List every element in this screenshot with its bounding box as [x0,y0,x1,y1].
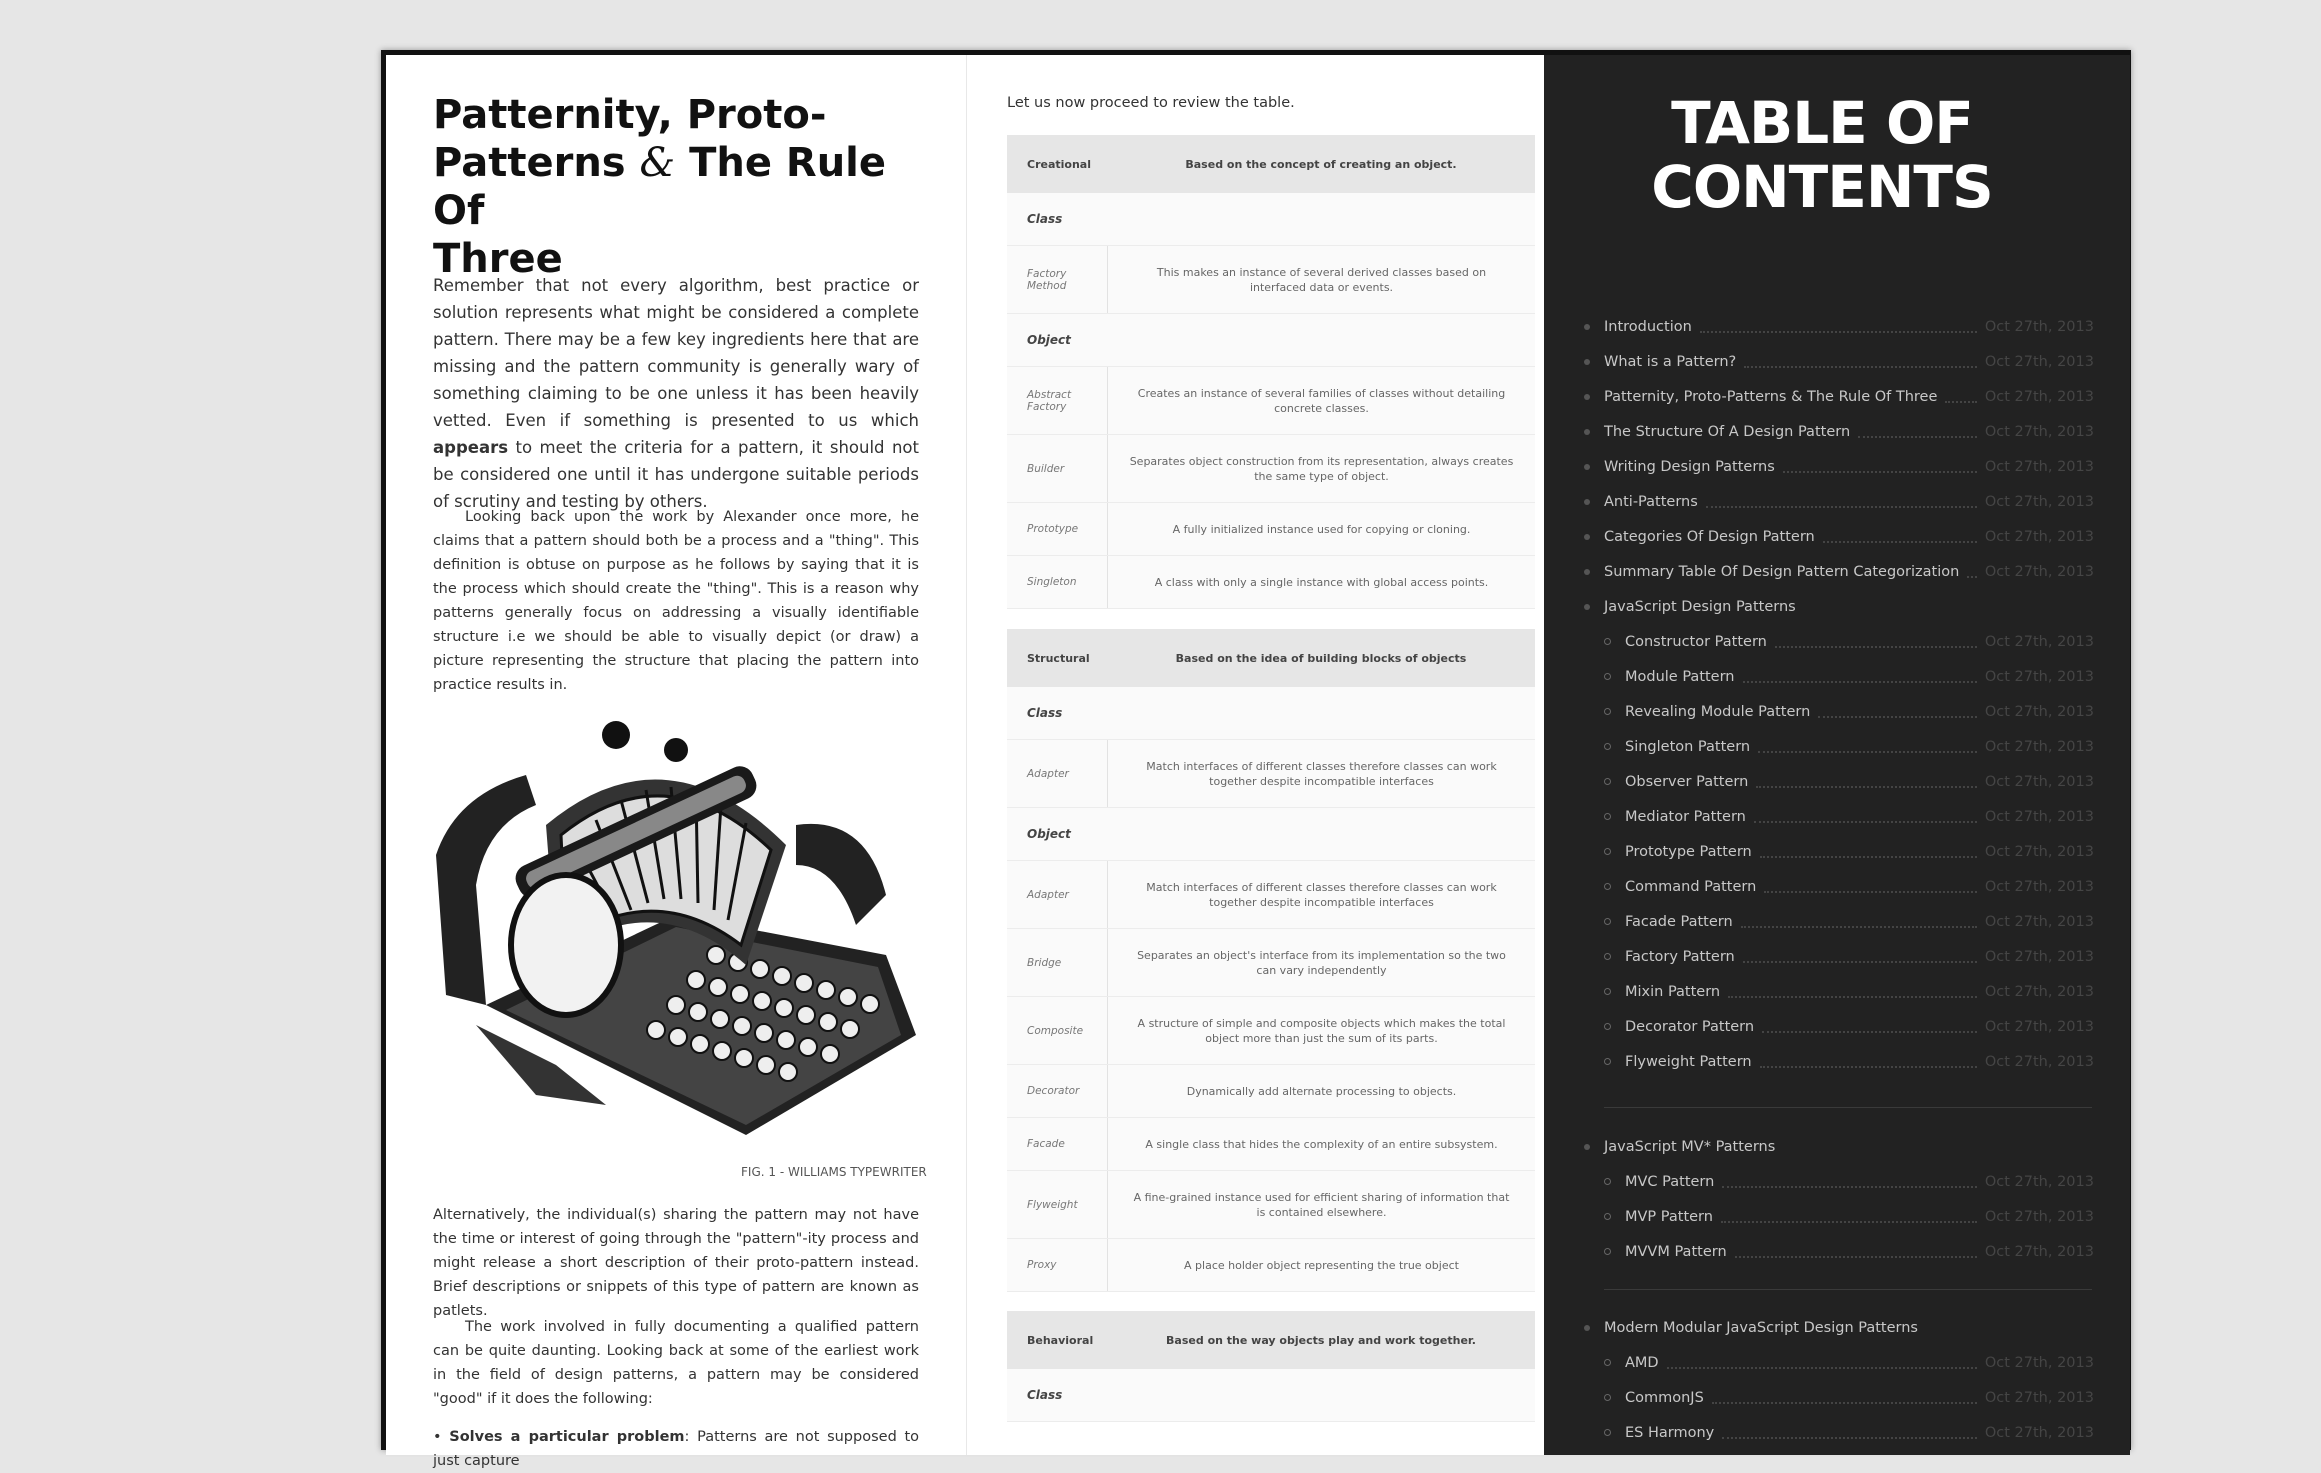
toc-item[interactable] [1584,729,2094,764]
pattern-name: Proxy [1007,1239,1108,1291]
toc-leader-dots [1945,401,1976,403]
toc-item[interactable] [1584,1009,2094,1044]
toc-item[interactable] [1584,1129,2094,1164]
toc-leader-dots [1743,961,1977,963]
circle-bullet-icon [1604,813,1611,820]
toc-item[interactable] [1584,869,2094,904]
table-category: Structural [1027,651,1090,665]
table-row [1007,997,1535,1065]
toc-leader-dots [1818,716,1977,718]
table-row [1007,861,1535,929]
pattern-description: A fully initialized instance used for copying or cloning. [1172,522,1471,536]
table-row [1007,246,1535,314]
toc-item-date: Oct 27th, 2013 [1984,703,2094,720]
toc-item-label[interactable]: Categories Of Design Pattern [1604,528,1815,545]
toc-item-date: Oct 27th, 2013 [1984,1243,2094,1260]
pattern-name: Factory Method [1007,246,1108,313]
table-page [966,55,1544,1455]
table-row [1007,1171,1535,1239]
toc-item-label[interactable]: Module Pattern [1625,668,1735,685]
dot-bullet-icon [1584,569,1590,575]
title-ampersand: & [639,140,676,186]
toc-item-label[interactable]: Singleton Pattern [1625,738,1751,755]
toc-item-label[interactable]: Facade Pattern [1625,913,1733,930]
toc-leader-dots [1756,786,1977,788]
table-row [1007,435,1535,503]
toc-leader-dots [1722,1186,1977,1188]
toc-item-label[interactable]: Factory Pattern [1625,948,1735,965]
lead-text: Remember that not every algorithm, best practice or solution represents what might be considered a complete pattern. There may be a few key ingredients here that are missing and the pattern community is generally wary of something claiming to be one unless it has been heavily vetted. Even if something is presented to us which [433,276,919,430]
pattern-description: Dynamically add alternate processing to objects. [1186,1084,1457,1098]
dot-bullet-icon [1584,324,1590,330]
circle-bullet-icon [1604,708,1611,715]
toc-section [1584,1310,2094,1450]
toc-leader-dots [1743,681,1977,683]
toc-item-label[interactable]: JavaScript MV* Patterns [1604,1138,1776,1155]
pattern-description: Separates object construction from its representation, always creates the same type of object. [1129,454,1514,483]
toc-item-date: Oct 27th, 2013 [1984,1018,2094,1035]
toc-item-date: Oct 27th, 2013 [1984,983,2094,1000]
toc-leader-dots [1667,1367,1977,1369]
toc-leader-dots [1741,926,1977,928]
toc-item-label[interactable]: What is a Pattern? [1604,353,1737,370]
article-title [433,91,933,283]
circle-bullet-icon [1604,778,1611,785]
pattern-table [1007,629,1535,1292]
pattern-description: Match interfaces of different classes therefore classes can work together despite incompatible interfaces [1146,759,1497,788]
circle-bullet-icon [1604,1058,1611,1065]
toc-item-label[interactable]: Mixin Pattern [1625,983,1721,1000]
dot-bullet-icon [1584,534,1590,540]
toc-item[interactable] [1584,939,2094,974]
toc-divider [1604,1107,2092,1108]
toc-item-label[interactable]: MVC Pattern [1625,1173,1715,1190]
toc-item[interactable] [1584,799,2094,834]
toc-item-date: Oct 27th, 2013 [1984,1354,2094,1371]
toc-item-label[interactable]: Decorator Pattern [1625,1018,1755,1035]
title-part: The Rule Of [433,140,887,234]
title-part: Patterns [433,140,640,186]
circle-bullet-icon [1604,953,1611,960]
pattern-description: This makes an instance of several derived classes based on interfaced data or events. [1156,265,1487,294]
table-row [1007,367,1535,435]
table-group-label: Object [1007,314,1535,367]
article-page [386,55,966,1469]
dot-bullet-icon [1584,394,1590,400]
toc-item-label[interactable]: Command Pattern [1625,878,1757,895]
circle-bullet-icon [1604,1429,1611,1436]
toc-leader-dots [1722,1437,1977,1439]
toc-item-date: Oct 27th, 2013 [1984,1173,2094,1190]
toc-leader-dots [1823,541,1977,543]
toc-item-label[interactable]: CommonJS [1625,1389,1704,1406]
toc-item-label[interactable]: Writing Design Patterns [1604,458,1775,475]
circle-bullet-icon [1604,988,1611,995]
toc-leader-dots [1762,1031,1977,1033]
table-intro: Let us now proceed to review the table. [1007,95,1295,111]
pattern-table [1007,135,1535,609]
toc-item-date: Oct 27th, 2013 [1984,353,2094,370]
paragraph: Alternatively, the individual(s) sharing the pattern may not have the time or interest of going through the "pattern"-ity process and might release a short description of their proto-pattern instead. Brief descriptions or snippets of this type of pattern are known as patlets. [433,1207,919,1319]
toc-item-date: Oct 27th, 2013 [1984,668,2094,685]
title-part: Three [433,236,563,282]
paragraph: Looking back upon the work by Alexander once more, he claims that a pattern should both be a process and a "thing". This definition is obtuse on purpose as he follows by saying that it is the process which should create the "thing". This is a reason why patterns generally focus on addressing a visually identifiable structure i.e we should be able to visually depict (or draw) a picture representing the structure that placing the pattern into practice results in. [433,509,919,693]
toc-item-label[interactable]: Summary Table Of Design Pattern Categorization [1604,563,1960,580]
circle-bullet-icon [1604,638,1611,645]
pattern-name: Singleton [1007,556,1108,608]
pattern-name: Facade [1007,1118,1108,1170]
toc-item[interactable] [1584,309,2094,344]
circle-bullet-icon [1604,1359,1611,1366]
toc-item-date: Oct 27th, 2013 [1984,493,2094,510]
pattern-description: Separates an object's interface from its implementation so the two can vary independently [1137,948,1506,977]
toc-item[interactable] [1584,974,2094,1009]
toc-item-date: Oct 27th, 2013 [1984,633,2094,650]
toc-leader-dots [1764,891,1977,893]
pattern-name: Decorator [1007,1065,1108,1117]
circle-bullet-icon [1604,1213,1611,1220]
toc-item-date: Oct 27th, 2013 [1984,913,2094,930]
toc-item-date: Oct 27th, 2013 [1984,423,2094,440]
circle-bullet-icon [1604,848,1611,855]
toc-title-line: TABLE OF [1671,89,1973,157]
bullet-item: • Solves a particular problem: Patterns are not supposed to just capture [433,1429,920,1469]
toc-leader-dots [1735,1256,1977,1258]
bullet-bold: Solves a particular problem [449,1429,685,1445]
circle-bullet-icon [1604,743,1611,750]
toc-item[interactable] [1584,904,2094,939]
toc-item-label[interactable]: Modern Modular JavaScript Design Patterns [1604,1319,1918,1336]
toc-leader-dots [1721,1221,1977,1223]
toc-item[interactable] [1584,344,2094,379]
toc-item-label[interactable]: Prototype Pattern [1625,843,1752,860]
toc-item-label[interactable]: AMD [1625,1354,1659,1371]
dot-bullet-icon [1584,1325,1590,1331]
toc-item[interactable] [1584,1234,2094,1269]
toc-title [1544,91,2100,219]
toc-leader-dots [1700,331,1977,333]
typewriter-illustration [416,705,926,1165]
toc-item-label[interactable]: ES Harmony [1625,1424,1715,1441]
toc-item[interactable] [1584,624,2094,659]
toc-item-label[interactable]: Observer Pattern [1625,773,1749,790]
dot-bullet-icon [1584,359,1590,365]
toc-leader-dots [1760,856,1977,858]
toc-item[interactable] [1584,1199,2094,1234]
toc-item-date: Oct 27th, 2013 [1984,563,2094,580]
table-category: Behavioral [1027,1333,1094,1347]
pattern-name: Builder [1007,435,1108,502]
pattern-description: A fine-grained instance used for efficient sharing of information that is contained elsewhere. [1133,1190,1510,1219]
toc-item[interactable] [1584,1044,2094,1079]
table-category: Creational [1027,157,1091,171]
toc-item-date: Oct 27th, 2013 [1984,773,2094,790]
toc-section [1584,309,2094,1079]
toc-leader-dots [1858,436,1977,438]
table-of-contents [1544,55,2130,1455]
toc-leader-dots [1775,646,1977,648]
dot-bullet-icon [1584,464,1590,470]
pattern-name: Flyweight [1007,1171,1108,1238]
dot-bullet-icon [1584,429,1590,435]
pattern-description: Match interfaces of different classes therefore classes can work together despite incompatible interfaces [1146,880,1497,909]
pattern-name: Bridge [1007,929,1108,996]
table-header [1007,135,1535,193]
title-part: Patternity, Proto- [433,92,827,138]
toc-leader-dots [1744,366,1977,368]
circle-bullet-icon [1604,673,1611,680]
circle-bullet-icon [1604,1023,1611,1030]
toc-item-label[interactable]: MVVM Pattern [1625,1243,1727,1260]
circle-bullet-icon [1604,1178,1611,1185]
pattern-description: A single class that hides the complexity of an entire subsystem. [1145,1137,1498,1151]
lead-paragraph [433,272,919,515]
table-row [1007,929,1535,997]
toc-item-label[interactable]: MVP Pattern [1625,1208,1713,1225]
toc-item[interactable] [1584,554,2094,589]
table-row [1007,1118,1535,1171]
table-group-label: Class [1007,687,1535,740]
toc-item-date: Oct 27th, 2013 [1984,948,2094,965]
table-row [1007,556,1535,609]
table-category-description: Based on the idea of building blocks of objects [1175,651,1467,665]
toc-item-label[interactable]: Revealing Module Pattern [1625,703,1811,720]
toc-item-date: Oct 27th, 2013 [1984,808,2094,825]
circle-bullet-icon [1604,1394,1611,1401]
pattern-description: A class with only a single instance with global access points. [1154,575,1489,589]
toc-item-label[interactable]: The Structure Of A Design Pattern [1604,423,1851,440]
figure-caption: FIG. 1 - WILLIAMS TYPEWRITER [741,1165,927,1179]
toc-item[interactable] [1584,589,2094,624]
toc-item-label[interactable]: Patternity, Proto-Patterns & The Rule Of Three [1604,388,1938,405]
toc-leader-dots [1758,751,1977,753]
toc-item-label[interactable]: Mediator Pattern [1625,808,1746,825]
toc-item-date: Oct 27th, 2013 [1984,318,2094,335]
toc-item-label[interactable]: Introduction [1604,318,1692,335]
pattern-name: Prototype [1007,503,1108,555]
toc-item[interactable] [1584,414,2094,449]
toc-item[interactable] [1584,484,2094,519]
toc-item[interactable] [1584,1310,2094,1345]
toc-leader-dots [1754,821,1977,823]
toc-leader-dots [1728,996,1977,998]
table-row [1007,503,1535,556]
table-row [1007,1065,1535,1118]
toc-item-date: Oct 27th, 2013 [1984,1424,2094,1441]
toc-item-date: Oct 27th, 2013 [1984,1389,2094,1406]
toc-title-line: CONTENTS [1651,153,1993,221]
toc-item-label[interactable]: Constructor Pattern [1625,633,1767,650]
toc-item[interactable] [1584,519,2094,554]
table-group-label: Class [1007,193,1535,246]
pattern-name: Adapter [1007,740,1108,807]
dot-bullet-icon [1584,499,1590,505]
toc-item[interactable] [1584,1380,2094,1415]
table-group-label: Class [1007,1369,1535,1422]
typewriter-figure [416,705,926,1195]
toc-leader-dots [1712,1402,1977,1404]
circle-bullet-icon [1604,883,1611,890]
toc-item[interactable] [1584,764,2094,799]
table-row [1007,740,1535,808]
toc-item[interactable] [1584,1345,2094,1380]
toc-leader-dots [1760,1066,1977,1068]
bullet-text: : Patterns are not supposed to just capture [433,1429,920,1469]
toc-leader-dots [1967,576,1977,578]
pattern-name: Composite [1007,997,1108,1064]
toc-item[interactable] [1584,1415,2094,1450]
toc-item-label[interactable]: Flyweight Pattern [1625,1053,1752,1070]
paragraph: The work involved in fully documenting a qualified pattern can be quite daunting. Looking back at some of the earliest work in the field of design patterns, a pattern may be considered "good" if it does the following: [433,1319,919,1407]
toc-item[interactable] [1584,694,2094,729]
table-row [1007,1239,1535,1292]
dot-bullet-icon [1584,604,1590,610]
toc-item-date: Oct 27th, 2013 [1984,1208,2094,1225]
toc-item-label[interactable]: JavaScript Design Patterns [1604,598,1796,615]
circle-bullet-icon [1604,918,1611,925]
toc-item-date: Oct 27th, 2013 [1984,843,2094,860]
toc-item-date: Oct 27th, 2013 [1984,1053,2094,1070]
toc-item[interactable] [1584,834,2094,869]
table-category-description: Based on the way objects play and work together. [1166,1333,1476,1347]
lead-text: to meet the criteria for a pattern, it should not be considered one until it has undergone suitable periods of scrutiny and testing by others. [433,438,919,511]
toc-section [1584,1129,2094,1269]
circle-bullet-icon [1604,1248,1611,1255]
pattern-table [1007,1311,1535,1422]
toc-item-date: Oct 27th, 2013 [1984,528,2094,545]
toc-item-date: Oct 27th, 2013 [1984,388,2094,405]
toc-divider [1604,1289,2092,1290]
pattern-description: Creates an instance of several families of classes without detailing concrete classes. [1137,386,1506,415]
table-category-description: Based on the concept of creating an object. [1185,157,1457,171]
pattern-name: Abstract Factory [1007,367,1108,434]
dot-bullet-icon [1584,1144,1590,1150]
toc-item-date: Oct 27th, 2013 [1984,878,2094,895]
table-header [1007,1311,1535,1369]
lead-bold: appears [433,438,509,457]
toc-item[interactable] [1584,659,2094,694]
toc-item[interactable] [1584,379,2094,414]
toc-item-label[interactable]: Anti-Patterns [1604,493,1698,510]
table-group-label: Object [1007,808,1535,861]
toc-item-date: Oct 27th, 2013 [1984,738,2094,755]
pattern-description: A structure of simple and composite objects which makes the total object more than just the sum of its parts. [1137,1016,1506,1045]
table-header [1007,629,1535,687]
pattern-description: A place holder object representing the true object [1184,1258,1459,1272]
toc-leader-dots [1783,471,1977,473]
toc-item[interactable] [1584,1164,2094,1199]
toc-item-date: Oct 27th, 2013 [1984,458,2094,475]
toc-leader-dots [1706,506,1977,508]
toc-item[interactable] [1584,449,2094,484]
pattern-name: Adapter [1007,861,1108,928]
